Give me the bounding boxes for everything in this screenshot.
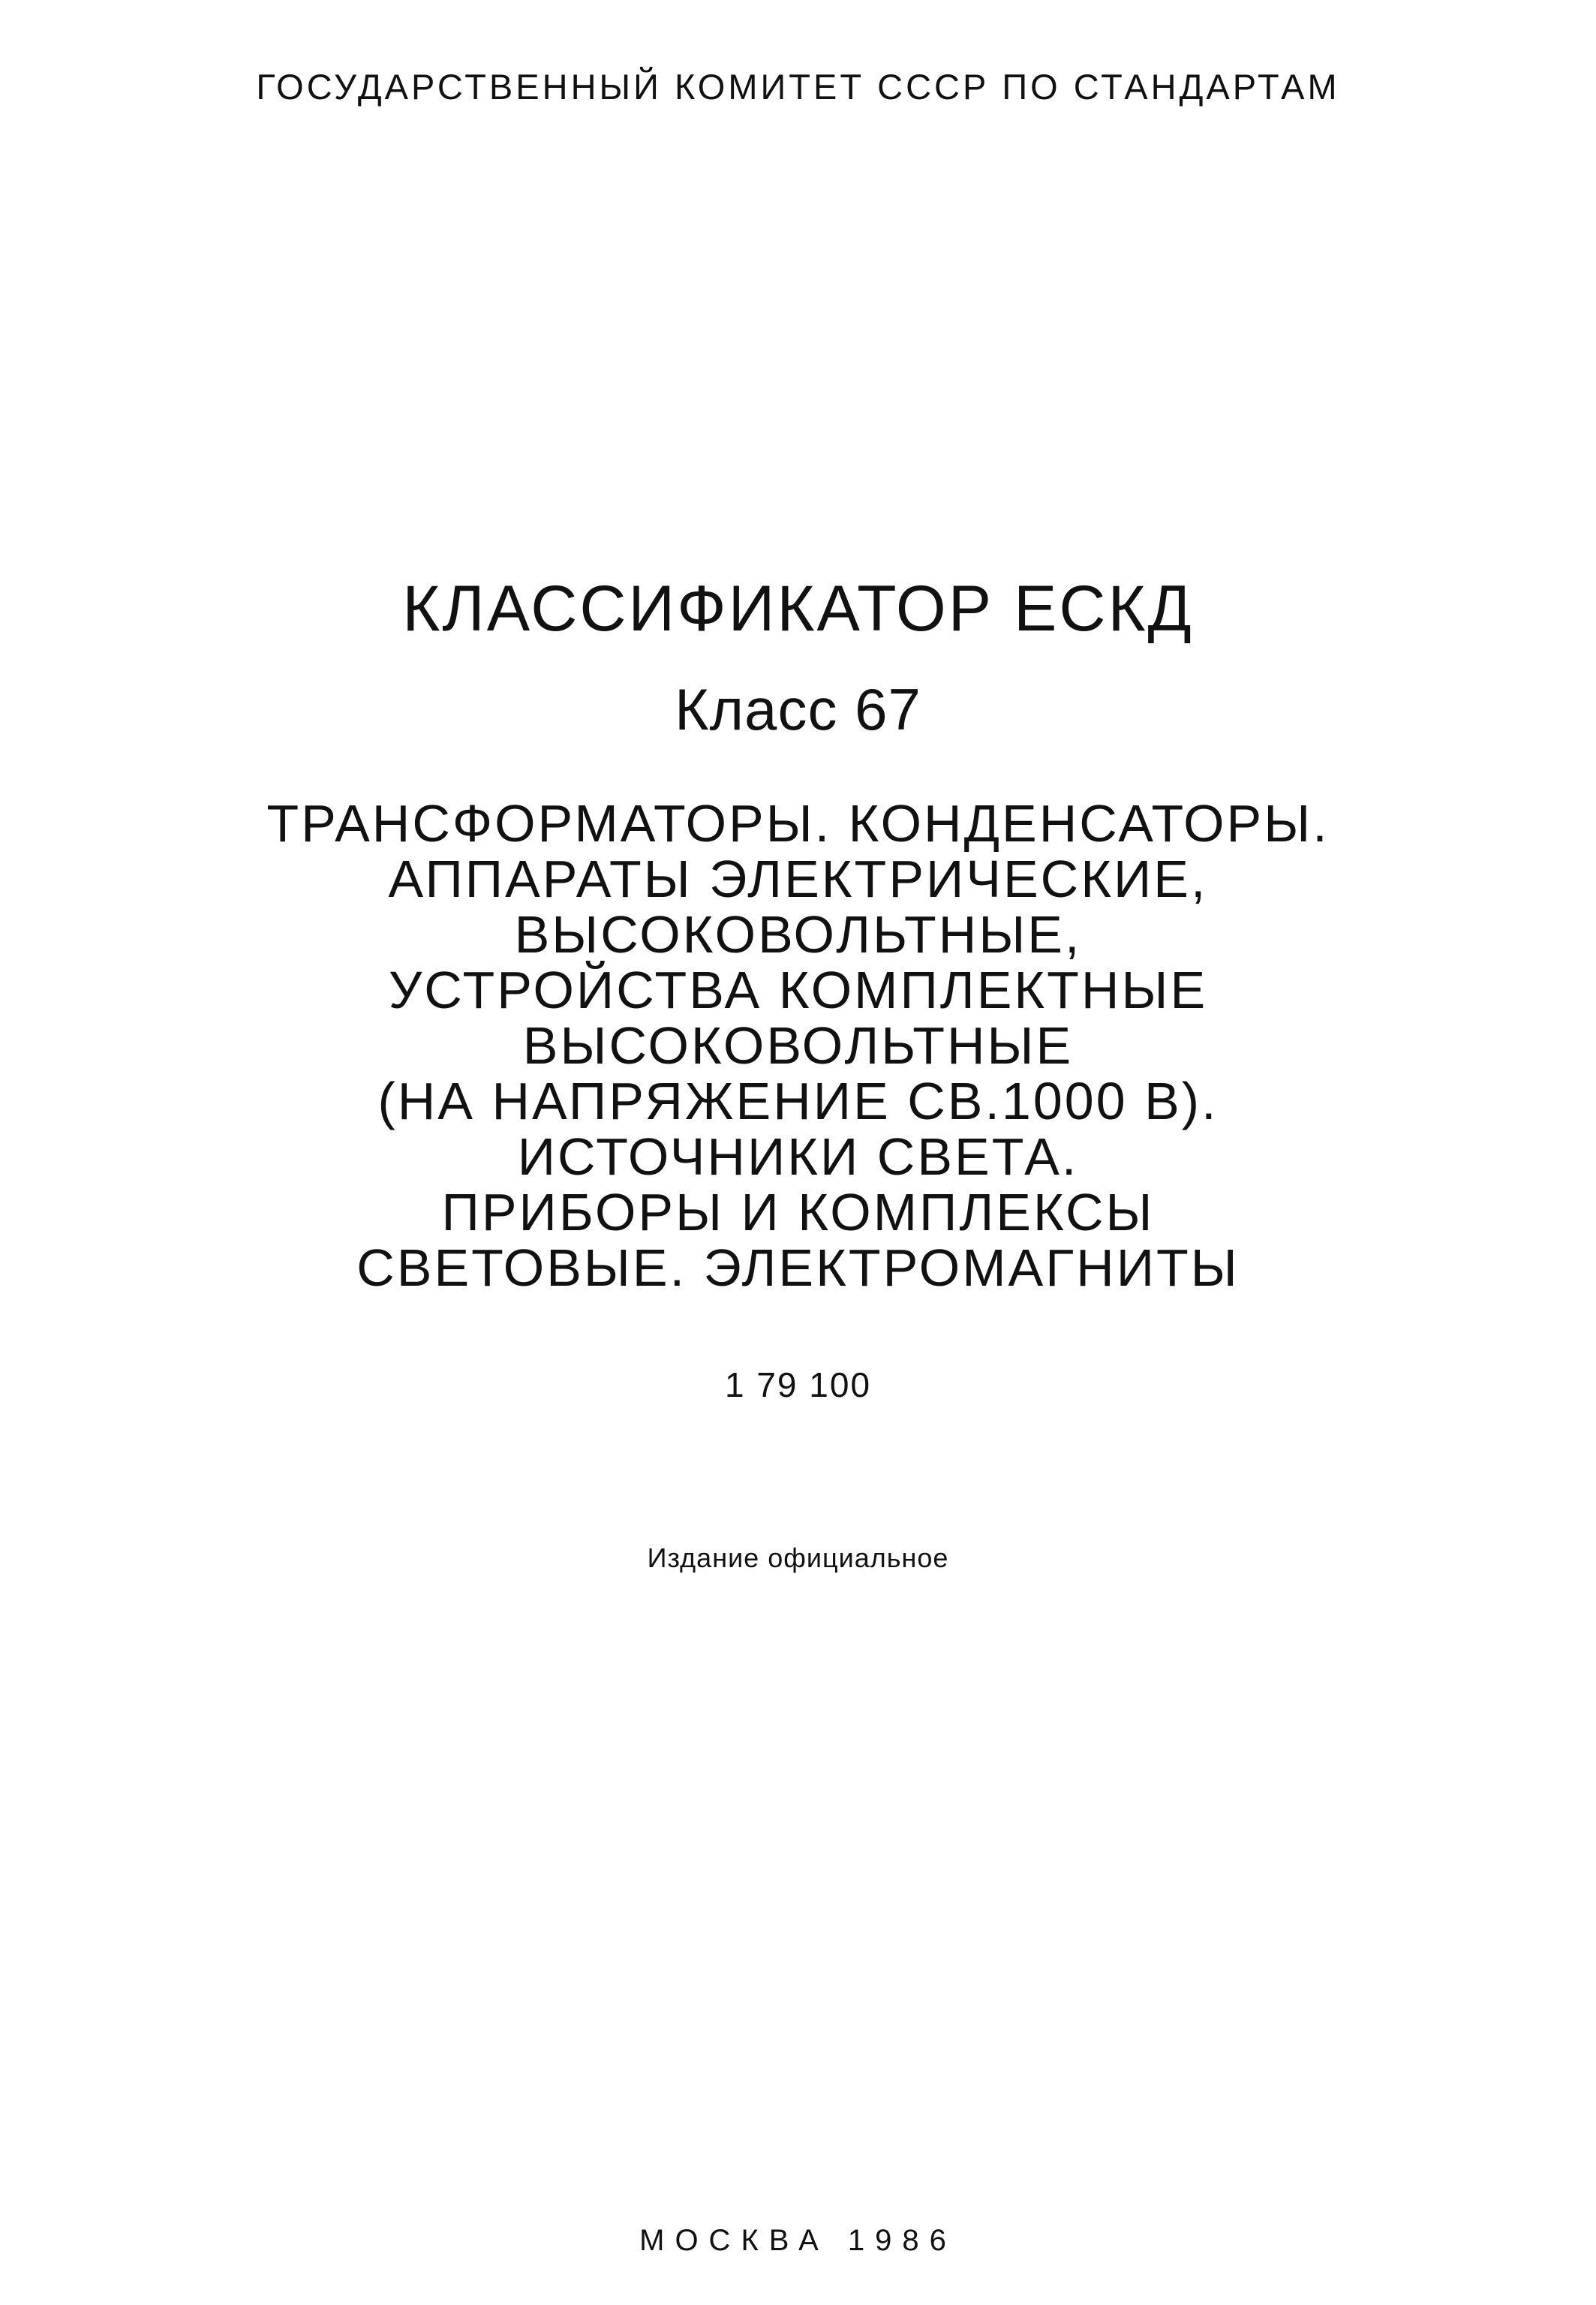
- subject-line: УСТРОЙСТВА КОМПЛЕКТНЫЕ: [388, 961, 1208, 1019]
- subject-line: СВЕТОВЫЕ. ЭЛЕКТРОМАГНИТЫ: [356, 1238, 1240, 1297]
- subject-line: ИСТОЧНИКИ СВЕТА.: [517, 1127, 1079, 1186]
- document-title: КЛАССИФИКАТОР ЕСКД: [402, 573, 1194, 645]
- subject-line: ВЫСОКОВОЛЬТНЫЕ,: [514, 905, 1082, 964]
- committee-header: ГОСУДАРСТВЕННЫЙ КОМИТЕТ СССР ПО СТАНДАРТАМ: [256, 67, 1340, 107]
- imprint-city-year: МОСКВА 1986: [639, 2224, 957, 2257]
- classifier-code: 1 79 100: [724, 1365, 872, 1404]
- subject-block: [0, 796, 1596, 1295]
- edition-note: Издание официальное: [647, 1542, 949, 1573]
- class-label: Класс 67: [675, 676, 921, 742]
- subject-line: АППАРАТЫ ЭЛЕКТРИЧЕСКИЕ,: [388, 850, 1208, 908]
- subject-line: ВЫСОКОВОЛЬТНЫЕ: [522, 1016, 1074, 1075]
- subject-line: ТРАНСФОРМАТОРЫ. КОНДЕНСАТОРЫ.: [266, 794, 1330, 853]
- subject-line: (НА НАПРЯЖЕНИЕ СВ.1000 В).: [377, 1072, 1219, 1130]
- subject-line: ПРИБОРЫ И КОМПЛЕКСЫ: [441, 1183, 1155, 1241]
